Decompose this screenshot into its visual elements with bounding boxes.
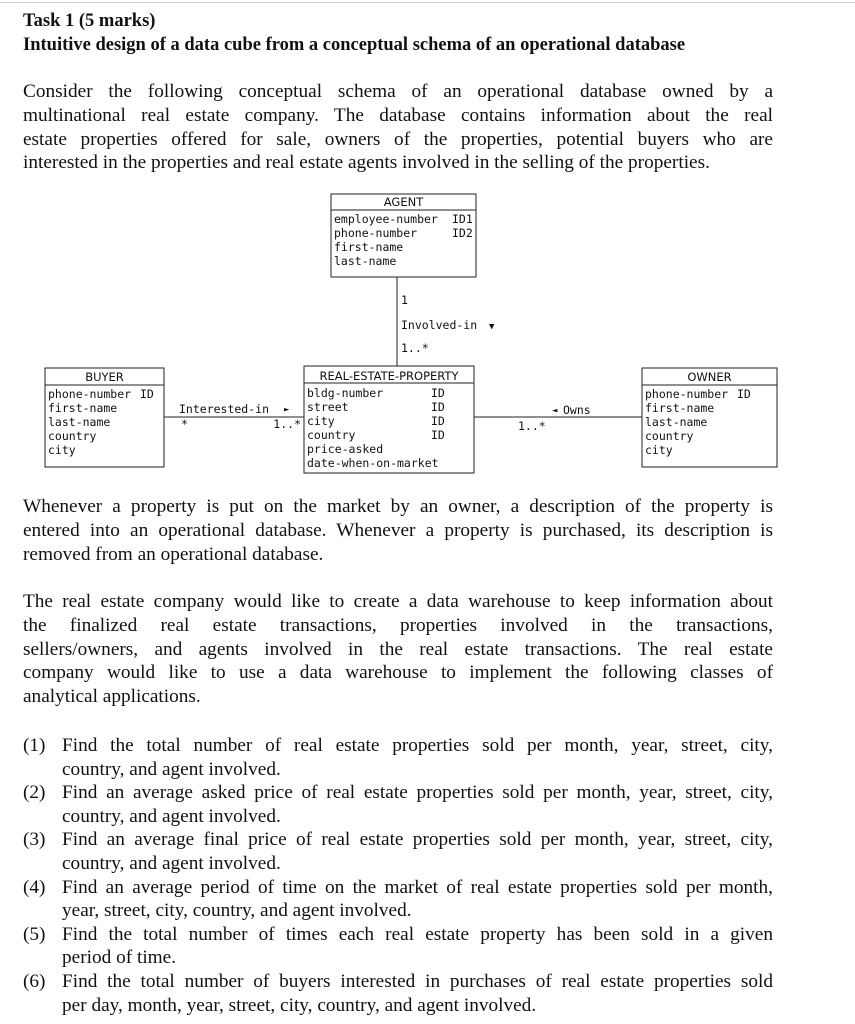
down-arrow-icon: ▼ [489,322,495,332]
owner-attr-name: phone-number [645,387,729,401]
item-number: (3) [23,829,46,851]
owner-attr-name: country [645,429,694,443]
warehouse-line: analytical applications. [23,686,201,708]
property-attr-name: city [307,414,335,428]
owner-title: OWNER [687,370,732,384]
involved-in-association [397,277,495,366]
item-line: per day, month, year, street, city, country, and agent involved. [62,994,537,1016]
buyer-attr-key: ID [140,387,154,401]
list-item [23,828,773,875]
right-arrow-icon: ► [284,405,290,415]
owns-mult-left: 1..* [518,419,546,433]
intro-line: interested in the properties and real estate agents involved in the selling of the properties. [23,152,710,174]
buyer-attr-name: city [48,443,76,457]
item-number: (5) [23,923,46,945]
agent-attr-key: ID1 [452,212,473,226]
description-line: removed from an operational database. [23,543,324,565]
property-attr-name: bldg-number [307,386,384,400]
property-attr-name: date-when-on-market [307,456,439,470]
item-line: country, and agent involved. [62,852,281,874]
task-subtitle: Intuitive design of a data cube from a conceptual schema of an operational database [23,35,686,55]
owns-association [474,403,642,433]
buyer-entity [45,368,164,467]
agent-attr-name: first-name [334,240,404,254]
warehouse-line: company would like to use a data warehouse to implement the following classes of [23,662,773,684]
real-estate-property-entity [304,366,474,473]
intro-paragraph [23,80,773,175]
property-attr-name: price-asked [307,442,384,456]
list-item [23,734,773,781]
owner-entity [642,368,777,467]
item-line: country, and agent involved. [62,805,281,827]
interested-in-mult-left: * [181,417,188,431]
property-attr-name: street [307,400,349,414]
agent-attr-name: employee-number [334,212,438,226]
involved-in-mult-bottom: 1..* [401,341,429,355]
description-line: entered into an operational database. Whenever a property is purchased, its description is [23,519,773,541]
buyer-attr-name: last-name [48,415,111,429]
property-attr-key: ID [431,414,445,428]
agent-title: AGENT [383,195,424,209]
agent-attr-name: phone-number [334,226,418,240]
list-item [23,876,773,923]
buyer-attr-name: country [48,429,97,443]
applications-list [23,734,773,1017]
warehouse-line: The real estate company would like to create a data warehouse to keep information about [23,591,773,612]
agent-attr-name: last-name [334,254,397,268]
involved-in-mult-top: 1 [401,293,408,307]
interested-in-mult-right: 1..* [273,417,301,431]
list-item [23,970,773,1017]
owner-attr-name: last-name [645,415,708,429]
owns-label: Owns [563,403,591,417]
intro-line: multinational real estate company. The database contains information about the real [23,104,773,126]
left-arrow-icon: ◄ [552,406,558,416]
item-line: year, street, city, country, and agent involved. [62,900,412,922]
interested-in-label: Interested-in [179,402,270,416]
warehouse-line: sellers/owners, and agents involved in the real estate transactions. The real estate [23,638,773,660]
buyer-title: BUYER [85,370,124,384]
item-line: Find an average final price of real estate properties sold per month, year, street, city, [62,829,773,851]
conceptual-schema-diagram [0,185,855,475]
buyer-attr-name: phone-number [48,387,132,401]
property-attr-key: ID [431,428,445,442]
owner-attr-name: city [645,443,673,457]
item-line: Find an average asked price of real estate properties sold per month, year, street, city, [62,782,773,804]
item-line: Find the total number of real estate properties sold per month, year, street, city, [62,735,773,756]
list-item [23,923,773,970]
item-line: Find the total number of buyers interested in purchases of real estate properties sold [62,970,773,992]
interested-in-association [164,402,304,431]
item-line: period of time. [62,947,177,969]
item-number: (2) [23,782,46,804]
property-attr-key: ID [431,400,445,414]
item-line: Find an average period of time on the market of real estate properties sold per month, [62,876,773,898]
item-number: (4) [23,876,46,898]
description-line: Whenever a property is put on the market by an owner, a description of the property is [23,496,773,517]
item-line: Find the total number of times each real estate property has been sold in a given [62,923,773,945]
warehouse-paragraph [23,590,773,709]
property-attr-key: ID [431,386,445,400]
description-paragraph [23,495,773,566]
property-title: REAL-ESTATE-PROPERTY [319,369,459,383]
list-item [23,781,773,828]
owner-attr-key: ID [737,387,751,401]
top-divider [0,2,855,3]
intro-line: Consider the following conceptual schema of an operational database owned by a [23,81,773,102]
intro-line: estate properties offered for sale, owners of the properties, potential buyers who are [23,128,773,150]
task-title: Task 1 (5 marks) [23,11,156,31]
buyer-attr-name: first-name [48,401,118,415]
property-attr-name: country [307,428,356,442]
item-line: country, and agent involved. [62,758,281,780]
warehouse-line: the finalized real estate transactions, properties involved in the transactions, [23,614,773,636]
item-number: (1) [23,735,46,756]
agent-entity [331,194,476,277]
agent-attr-key: ID2 [452,226,473,240]
item-number: (6) [23,970,46,992]
owner-attr-name: first-name [645,401,715,415]
involved-in-label: Involved-in [401,318,478,332]
